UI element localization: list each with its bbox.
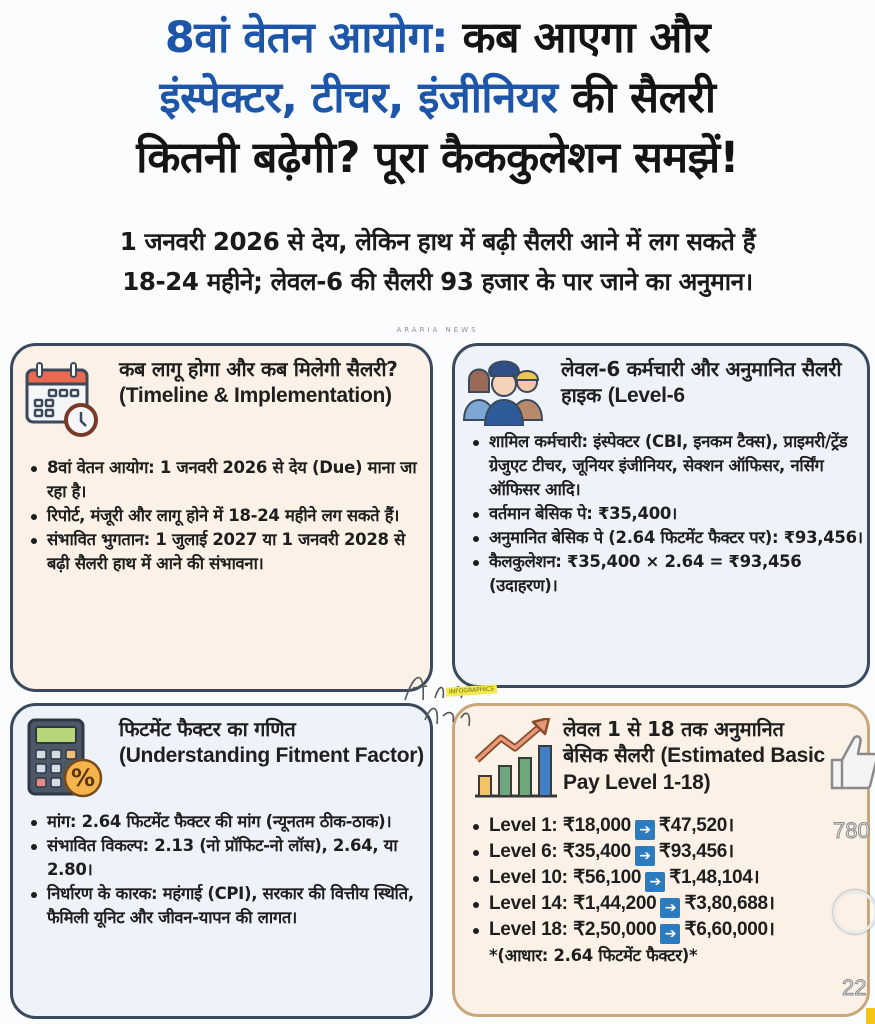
yellow-marker [866,1008,875,1024]
calculator-percent-icon [25,718,107,800]
signature-watermark [395,660,515,740]
comment-bubble-icon[interactable] [833,890,875,934]
timeline-bullets [25,456,425,576]
list-item: शामिल कर्मचारी: इंस्पेक्टर (CBI, इनकम टैक्स), प्राइमरी/ट्रेंड ग्रेजुएट टीचर, जूनियर इंजीनियर, सेक्शन ऑफिसर, नर्सिंग ऑफिसर आदि। [467,430,867,502]
arrow-right-icon: ➔ [635,846,655,866]
level-row-6: Level 6: ₹35,400 ➔ ₹93,456। [467,840,867,866]
list-item: संभावित विकल्प: 2.13 (नो प्रॉफिट-नो लॉस), 2.64, या 2.80। [25,834,425,882]
like-count: 780 [833,818,870,843]
subheadline [0,222,875,302]
headline-line-3: कितनी बढ़ेगी? पूरा कैककुलेशन समझें! [136,133,739,183]
level-row-1: Level 1: ₹18,000 ➔ ₹47,520। [467,814,867,840]
infographics-tag: INFOGRAPHICS [446,684,498,697]
list-item: कैलकुलेशन: ₹35,400 × 2.64 = ₹93,456 (उदाहरण)। [467,550,867,598]
list-item: रिपोर्ट, मंजूरी और लागू होने में 18-24 महीने लग सकते हैं। [25,504,425,528]
subhead-line-1: 1 जनवरी 2026 से देय, लेकिन हाथ में बढ़ी सैलरी आने में लग सकते हैं [119,227,756,256]
arrow-right-icon: ➔ [660,898,680,918]
list-item: अनुमानित बेसिक पे (2.64 फिटमेंट फैक्टर पर): ₹93,456। [467,526,867,550]
headline-line-1: 8वां वेतन आयोग: कब आएगा और [164,13,711,63]
level-salary-list [467,814,867,968]
fitment-bullets [25,810,425,930]
svg-text:%: % [70,764,96,792]
arrow-right-icon: ➔ [660,924,680,944]
list-item: 8वां वेतन आयोग: 1 जनवरी 2026 से देय (Due) माना जा रहा है। [25,456,425,504]
panel-level6 [452,343,870,688]
level-row-10: Level 10: ₹56,100 ➔ ₹1,48,104। [467,866,867,892]
list-item: संभावित भुगतान: 1 जुलाई 2027 या 1 जनवरी 2028 से बढ़ी सैलरी हाथ में आने की संभावना। [25,528,425,576]
list-item: मांग: 2.64 फिटमेंट फैक्टर की मांग (न्यूनतम ठीक-ठाक)। [25,810,425,834]
list-item: निर्धारण के कारक: महंगाई (CPI), सरकार की वित्तीय स्थिति, फैमिली यूनिट और जीवन-यापन की लागत। [25,882,425,930]
panel-title: फिटमेंट फैक्टर का गणित (Understanding Fitment Factor) [119,717,424,767]
arrow-right-icon: ➔ [635,820,655,840]
like-thumb-icon[interactable] [826,730,875,792]
calendar-clock-icon [23,360,103,440]
headline-line-2: इंस्पेक्टर, टीचर, इंजीनियर की सैलरी [159,73,716,123]
fitment-note: *(आधार: 2.64 फिटमेंट फैक्टर)* [489,946,698,965]
subhead-line-2: 18-24 महीने; लेवल-6 की सैलरी 93 हजार के पार जाने का अनुमान। [122,267,753,296]
panel-title: कब लागू होगा और कब मिलेगी सैलरी? (Timeline & Implementation) [119,357,398,407]
panel-timeline [10,343,433,692]
arrow-right-icon: ➔ [645,872,665,892]
panel-level-salaries [452,703,870,1017]
panel-fitment-factor [10,703,433,1019]
level-row-18: Level 18: ₹2,50,000 ➔ ₹6,60,000। [467,918,867,944]
source-credit: ARARIA NEWS [396,326,479,334]
list-item: वर्तमान बेसिक पे: ₹35,400। [467,502,867,526]
level6-bullets [467,430,867,598]
headline [0,8,875,188]
panel-title: लेवल 1 से 18 तक अनुमानित बेसिक सैलरी (Estimated Basic Pay Level 1-18) [563,717,825,794]
comment-count: 22 [842,975,867,1000]
employees-group-icon [461,354,547,426]
level-row-14: Level 14: ₹1,44,200 ➔ ₹3,80,688। [467,892,867,918]
panel-title: लेवल-6 कर्मचारी और अनुमानित सैलरी हाइक (Level-6 [561,357,842,407]
